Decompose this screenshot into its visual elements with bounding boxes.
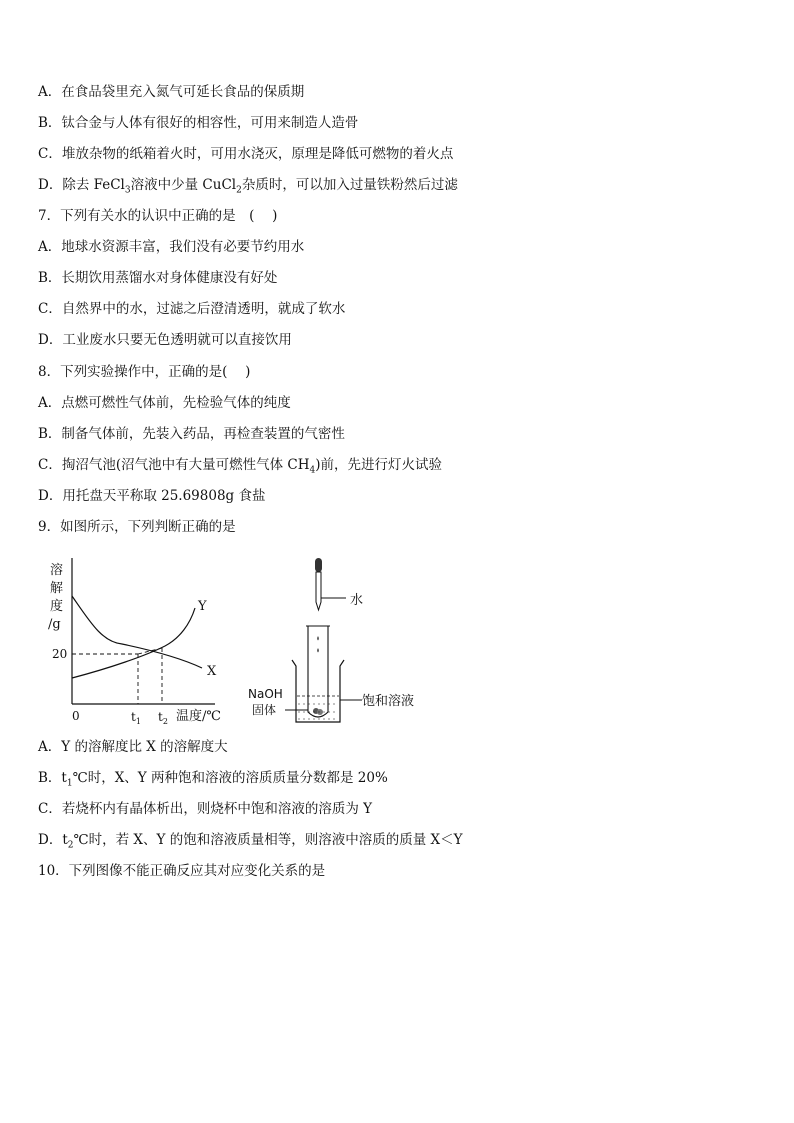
q6-d-text1: D．除去 FeCl: [38, 177, 125, 193]
q7-stem: 7．下列有关水的认识中正确的是 ( ): [38, 208, 278, 224]
ylabel-char-2: 解: [50, 581, 64, 596]
q6-option-d: [38, 176, 458, 200]
t2-sub: 2: [162, 717, 168, 726]
y-tick-20: 20: [52, 647, 68, 661]
q8-option-d: D．用托盘天平称取 25.69808g 食盐: [38, 488, 266, 504]
q8-option-c: [38, 456, 442, 480]
origin-label: 0: [72, 709, 80, 723]
q8-option-a: A．点燃可燃性气体前，先检验气体的纯度: [38, 395, 291, 411]
water-label: 水: [350, 593, 364, 608]
curve-x-label: X: [207, 664, 217, 679]
q6-d-sub1: 3: [124, 185, 131, 196]
q9-option-b: [38, 769, 388, 793]
q9-option-d: [38, 831, 463, 855]
q6-d-text2: 溶液中少量 CuCl: [130, 177, 237, 193]
q9-b-sub: 1: [66, 778, 73, 789]
q9-d-text2: ℃时，若 X、Y 的饱和溶液质量相等，则溶液中溶质的质量 X＜Y: [73, 832, 463, 848]
q9-d-sub: 2: [67, 840, 74, 851]
dropper-bulb: [315, 558, 322, 572]
q9-figure: [40, 552, 440, 732]
ylabel-char-3: 度: [50, 599, 64, 614]
q7-option-c: C．自然界中的水，过滤之后澄清透明，就成了软水: [38, 301, 346, 317]
q9-option-a: A．Y 的溶解度比 X 的溶解度大: [38, 739, 228, 755]
x-axis-label: 温度/℃: [176, 709, 221, 724]
q7-option-b: B．长期饮用蒸馏水对身体健康没有好处: [38, 270, 278, 286]
q8-stem: 8．下列实验操作中，正确的是( ): [38, 364, 251, 380]
curve-y-label: Y: [198, 599, 207, 614]
ylabel-unit: /g: [48, 617, 61, 632]
q9-stem: 9．如图所示，下列判断正确的是: [38, 519, 236, 535]
q7-option-d: D．工业废水只要无色透明就可以直接饮用: [38, 332, 292, 348]
q8-c-sub: 4: [309, 465, 316, 476]
q9-d-text1: D．t: [38, 832, 68, 848]
q8-c-text1: C．掏沼气池(沼气池中有大量可燃性气体 CH: [38, 457, 310, 473]
q6-d-text3: 杂质时，可以加入过量铁粉然后过滤: [241, 177, 458, 193]
drop-1: [317, 636, 319, 641]
naoh-label-2: 固体: [252, 703, 277, 717]
q9-option-c: C．若烧杯内有晶体析出，则烧杯中饱和溶液的溶质为 Y: [38, 801, 373, 817]
dropper-tube: [316, 572, 321, 610]
t1-sub: 1: [135, 717, 141, 726]
solution-label: 饱和溶液: [362, 694, 415, 709]
drop-2: [317, 648, 319, 653]
q7-option-a: A．地球水资源丰富，我们没有必要节约用水: [38, 239, 305, 255]
t2-letter: t: [158, 710, 163, 724]
q9-b-text2: ℃时，X、Y 两种饱和溶液的溶质质量分数都是 20%: [72, 770, 388, 786]
q6-option-a: A．在食品袋里充入氮气可延长食品的保质期: [38, 84, 305, 100]
q8-c-text2: )前，先进行灯火试验: [315, 457, 443, 473]
curve-y: [72, 608, 195, 678]
t2-label: [158, 710, 168, 726]
q6-d-sub2: 2: [236, 185, 242, 196]
q6-option-b: B．钛合金与人体有很好的相容性，可用来制造人造骨: [38, 115, 359, 131]
t1-letter: t: [131, 710, 136, 724]
ylabel-char-1: 溶: [50, 563, 64, 578]
q8-option-b: B．制备气体前，先装入药品，再检查装置的气密性: [38, 426, 345, 442]
q6-option-c: C．堆放杂物的纸箱着火时，可用水浇灭，原理是降低可燃物的着火点: [38, 146, 454, 162]
q10-stem: 10．下列图像不能正确反应其对应变化关系的是: [38, 863, 326, 879]
q9-figure-svg: [40, 552, 440, 732]
t1-label: [131, 710, 141, 726]
q9-b-text1: B．t: [38, 770, 67, 786]
naoh-label-1: NaOH: [248, 687, 283, 701]
